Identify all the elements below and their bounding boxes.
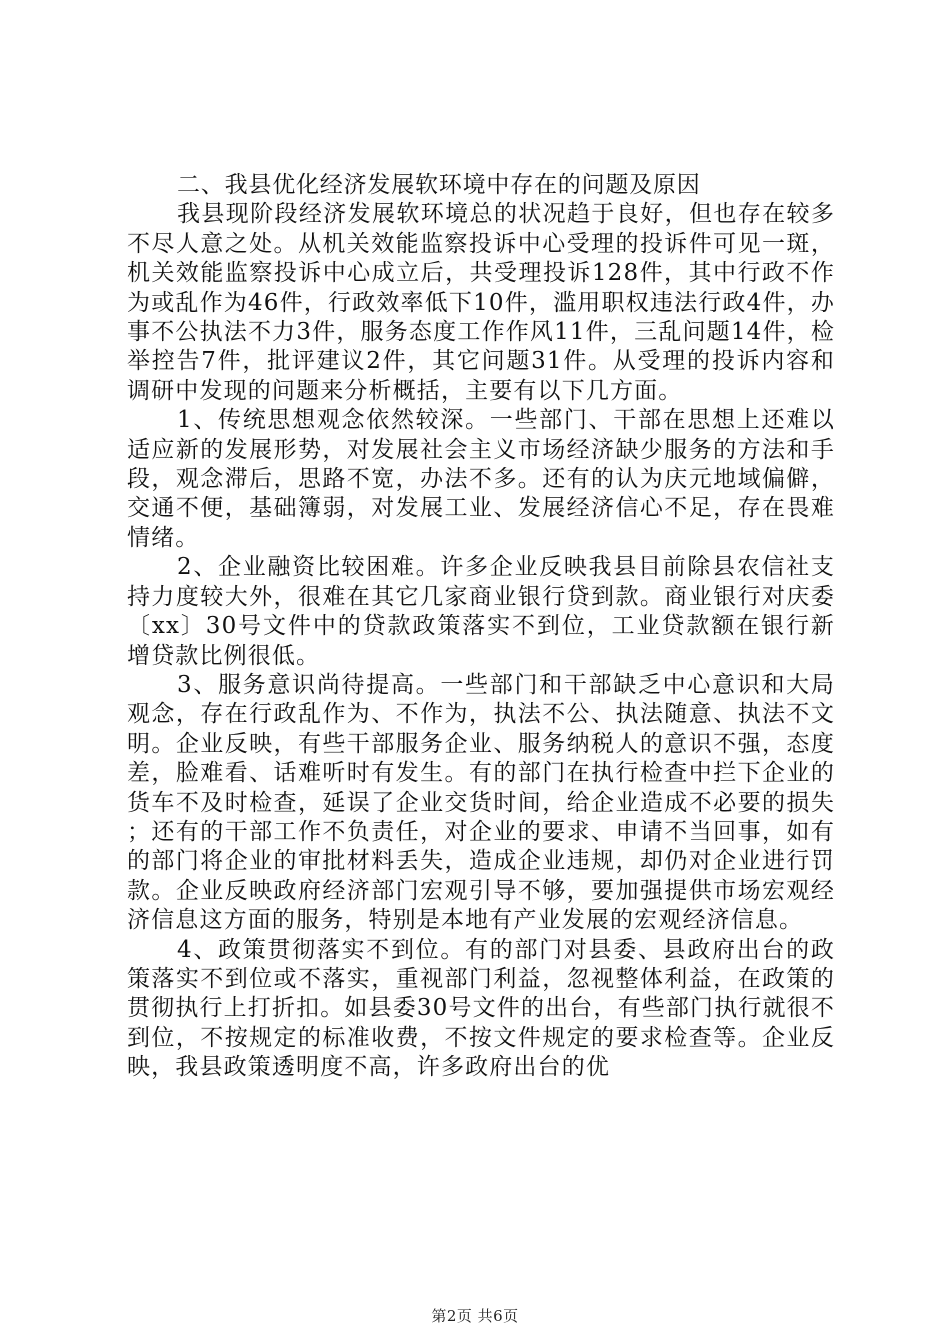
paragraph-point-3: 3、服务意识尚待提高。一些部门和干部缺乏中心意识和大局观念，存在行政乱作为、不作为，执法不公、执法随意、执法不文明。企业反映，有些干部服务企业、服务纳税人的意识不强，态度差，脸难看、话难听时有发生。有的部门在执行检查中拦下企业的货车不及时检查，延误了企业交货时间，给企业造成不必要的损失；还有的干部工作不负责任，对企业的要求、申请不当回事，如有的部门将企业的审批材料丢失，造成企业违规，却仍对企业进行罚款。企业反映政府经济部门宏观引导不够，要加强提供市场宏观经济信息这方面的服务，特别是本地有产业发展的宏观经济信息。 (127, 671, 835, 934)
section-heading: 二、我县优化经济发展软环境中存在的问题及原因 (177, 172, 701, 198)
page-number-footer: 第2页 共6页 (431, 1307, 519, 1325)
paragraph-point-4: 4、政策贯彻落实不到位。有的部门对县委、县政府出台的政策落实不到位或不落实，重视部门利益，忽视整体利益，在政策的贯彻执行上打折扣。如县委30号文件的出台，有些部门执行就很不到位，不按规定的标准收费，不按文件规定的要求检查等。企业反映，我县政策透明度不高，许多政府出台的优 (127, 936, 835, 1081)
paragraph-point-2: 2、企业融资比较困难。许多企业反映我县目前除县农信社支持力度较大外，很难在其它几家商业银行贷到款。商业银行对庆委〔xx〕30号文件中的贷款政策落实不到位，工业贷款额在银行新增贷款比例很低。 (127, 554, 835, 669)
paragraph-overview: 我县现阶段经济发展软环境总的状况趋于良好，但也存在较多不尽人意之处。从机关效能监察投诉中心受理的投诉件可见一斑，机关效能监察投诉中心成立后，共受理投诉128件，其中行政不作为或乱作为46件，行政效率低下10件，滥用职权违法行政4件，办事不公执法不力3件，服务态度工作作风11件，三乱问题14件，检举控告7件，批评建议2件，其它问题31件。从受理的投诉内容和调研中发现的问题来分析概括，主要有以下几方面。 (127, 201, 835, 404)
paragraph-point-1: 1、传统思想观念依然较深。一些部门、干部在思想上还难以适应新的发展形势，对发展社会主义市场经济缺少服务的方法和手段，观念滞后，思路不宽，办法不多。还有的认为庆元地域偏僻，交通不便，基础簿弱，对发展工业、发展经济信心不足，存在畏难情绪。 (127, 407, 835, 551)
document-body (127, 171, 835, 1083)
